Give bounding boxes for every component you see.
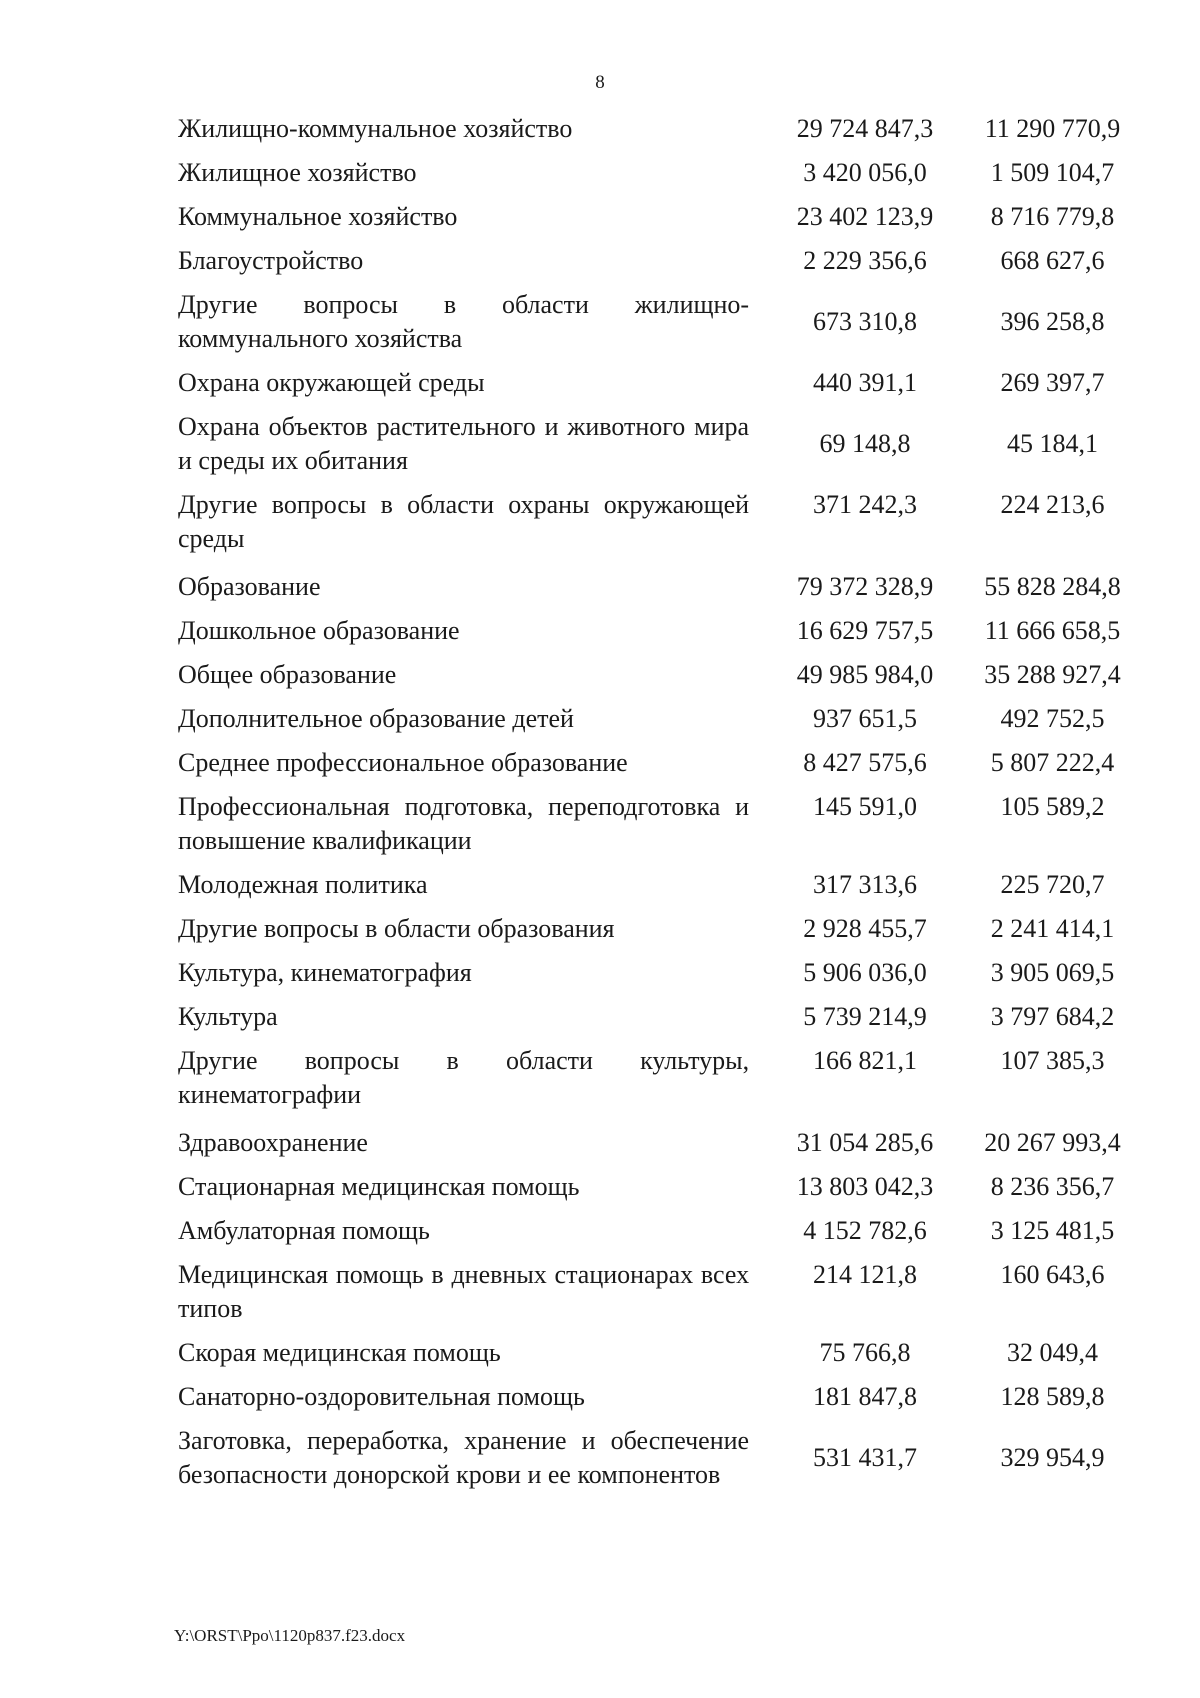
row-name: Стационарная медицинская помощь xyxy=(178,1172,580,1201)
row-value-2: 329 954,9 xyxy=(1000,1443,1105,1472)
row-name: Охрана окружающей среды xyxy=(178,368,485,397)
row-value-2: 224 213,6 xyxy=(1000,490,1105,519)
table-row xyxy=(178,570,1138,614)
row-value-2: 107 385,3 xyxy=(1000,1046,1105,1075)
row-value-1: 49 985 984,0 xyxy=(796,660,934,689)
row-value-2: 3 125 481,5 xyxy=(990,1216,1115,1245)
row-value-2: 8 236 356,7 xyxy=(990,1172,1115,1201)
row-value-2: 3 905 069,5 xyxy=(990,958,1115,987)
row-value-2: 128 589,8 xyxy=(1000,1382,1105,1411)
row-value-1: 29 724 847,3 xyxy=(796,114,934,143)
table-row xyxy=(178,1424,1138,1502)
row-value-1: 8 427 575,6 xyxy=(803,748,927,777)
row-value-1: 16 629 757,5 xyxy=(796,616,934,645)
row-value-2: 45 184,1 xyxy=(1007,429,1098,458)
row-value-1: 673 310,8 xyxy=(813,307,918,336)
row-value-2: 8 716 779,8 xyxy=(990,202,1115,231)
row-value-1: 69 148,8 xyxy=(819,429,911,458)
row-name: Общее образование xyxy=(178,660,397,689)
row-value-2: 1 509 104,7 xyxy=(990,158,1115,187)
row-value-1: 214 121,8 xyxy=(813,1260,918,1289)
row-value-2: 5 807 222,4 xyxy=(990,748,1115,777)
row-value-1: 4 152 782,6 xyxy=(803,1216,927,1245)
table-row xyxy=(178,244,1138,288)
row-name: Другие вопросы в области образования xyxy=(178,914,615,943)
table-row xyxy=(178,790,1138,868)
row-name: Образование xyxy=(178,572,321,601)
row-value-2: 3 797 684,2 xyxy=(990,1002,1115,1031)
row-value-2: 32 049,4 xyxy=(1007,1338,1098,1367)
row-value-1: 75 766,8 xyxy=(819,1338,911,1367)
row-name: Медицинская помощь в дневных стационарах всех типов xyxy=(178,1260,750,1323)
row-name: Другие вопросы в области жилищно-коммунального хозяйства xyxy=(178,290,750,353)
table-row xyxy=(178,1214,1138,1258)
row-value-2: 11 666 658,5 xyxy=(984,616,1121,645)
table-row xyxy=(178,1044,1138,1126)
row-value-1: 145 591,0 xyxy=(813,792,918,821)
row-name: Другие вопросы в области охраны окружающей среды xyxy=(178,490,750,553)
table-row xyxy=(178,1000,1138,1044)
row-name: Культура, кинематография xyxy=(178,958,472,987)
table-row xyxy=(178,1170,1138,1214)
row-value-2: 35 288 927,4 xyxy=(984,660,1121,689)
row-value-1: 371 242,3 xyxy=(813,490,918,519)
row-value-2: 225 720,7 xyxy=(1000,870,1105,899)
row-value-1: 23 402 123,9 xyxy=(796,202,934,231)
row-value-2: 105 589,2 xyxy=(1000,792,1105,821)
row-value-1: 13 803 042,3 xyxy=(796,1172,934,1201)
row-name: Культура xyxy=(178,1002,278,1031)
table-row xyxy=(178,868,1138,912)
row-name: Здравоохранение xyxy=(178,1128,368,1157)
row-value-1: 317 313,6 xyxy=(813,870,918,899)
row-value-2: 492 752,5 xyxy=(1000,704,1105,733)
row-value-1: 937 651,5 xyxy=(813,704,918,733)
budget-table xyxy=(178,112,1138,1502)
table-row xyxy=(178,912,1138,956)
row-value-2: 2 241 414,1 xyxy=(990,914,1115,943)
row-value-2: 269 397,7 xyxy=(1000,368,1105,397)
table-row xyxy=(178,702,1138,746)
table-row xyxy=(178,956,1138,1000)
row-value-1: 31 054 285,6 xyxy=(796,1128,934,1157)
table-row xyxy=(178,410,1138,488)
row-name: Охрана объектов растительного и животного мира и среды их обитания xyxy=(178,412,750,475)
table-row xyxy=(178,200,1138,244)
table-row xyxy=(178,112,1138,156)
row-name: Другие вопросы в области культуры, кинематографии xyxy=(178,1046,750,1109)
row-value-1: 531 431,7 xyxy=(813,1443,918,1472)
table-row xyxy=(178,1380,1138,1424)
row-name: Дополнительное образование детей xyxy=(178,704,574,733)
row-name: Заготовка, переработка, хранение и обеспечение безопасности донорской крови и ее компонентов xyxy=(178,1426,750,1489)
row-name: Благоустройство xyxy=(178,246,364,275)
row-name: Коммунальное хозяйство xyxy=(178,202,458,231)
row-value-2: 668 627,6 xyxy=(1000,246,1105,275)
row-value-1: 166 821,1 xyxy=(813,1046,918,1075)
table-row xyxy=(178,156,1138,200)
row-name: Санаторно-оздоровительная помощь xyxy=(178,1382,585,1411)
page-number: 8 xyxy=(595,72,605,93)
table-row xyxy=(178,366,1138,410)
table-row xyxy=(178,1126,1138,1170)
row-value-1: 440 391,1 xyxy=(813,368,918,397)
row-name: Молодежная политика xyxy=(178,870,428,899)
table-row xyxy=(178,488,1138,570)
row-value-2: 55 828 284,8 xyxy=(984,572,1121,601)
row-value-1: 2 928 455,7 xyxy=(803,914,927,943)
row-value-2: 11 290 770,9 xyxy=(984,114,1121,143)
table-row xyxy=(178,658,1138,702)
row-name: Скорая медицинская помощь xyxy=(178,1338,501,1367)
row-name: Жилищное хозяйство xyxy=(178,158,417,187)
table-row xyxy=(178,614,1138,658)
row-value-2: 160 643,6 xyxy=(1000,1260,1105,1289)
row-value-1: 5 739 214,9 xyxy=(803,1002,927,1031)
table-row xyxy=(178,288,1138,366)
row-name: Жилищно-коммунальное хозяйство xyxy=(178,114,573,143)
row-value-1: 79 372 328,9 xyxy=(796,572,934,601)
table-row xyxy=(178,1336,1138,1380)
row-name: Среднее профессиональное образование xyxy=(178,748,628,777)
footer-file-path: Y:\ORST\Ppo\1120p837.f23.docx xyxy=(174,1626,406,1645)
row-value-2: 20 267 993,4 xyxy=(984,1128,1121,1157)
row-value-1: 3 420 056,0 xyxy=(803,158,927,187)
row-value-1: 2 229 356,6 xyxy=(803,246,927,275)
table-row xyxy=(178,746,1138,790)
row-value-1: 181 847,8 xyxy=(813,1382,918,1411)
row-name: Амбулаторная помощь xyxy=(178,1216,430,1245)
table-row xyxy=(178,1258,1138,1336)
row-value-2: 396 258,8 xyxy=(1000,307,1105,336)
row-name: Профессиональная подготовка, переподготовка и повышение квалификации xyxy=(178,792,750,855)
row-name: Дошкольное образование xyxy=(178,616,460,645)
row-value-1: 5 906 036,0 xyxy=(803,958,927,987)
